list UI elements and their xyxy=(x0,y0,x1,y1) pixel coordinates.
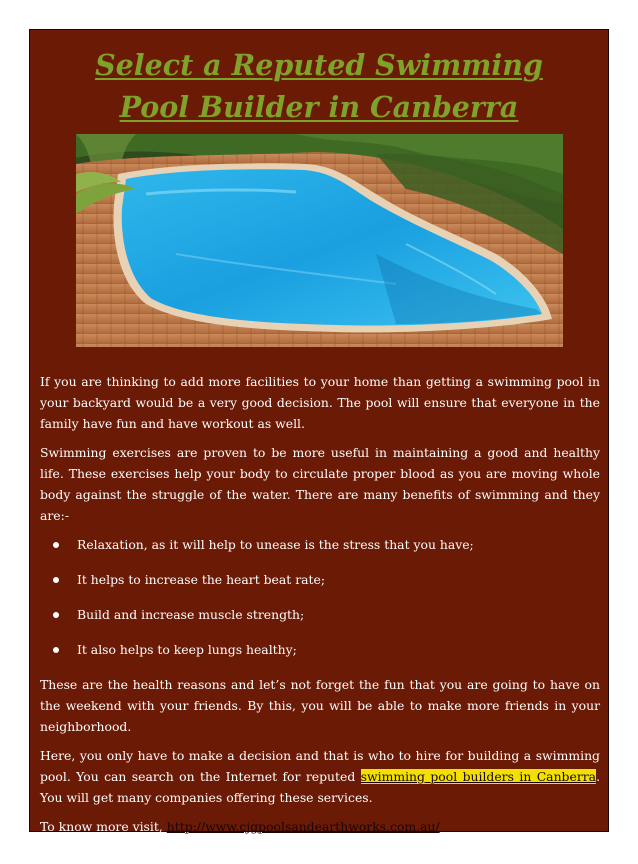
list-item: Build and increase muscle strength; xyxy=(40,604,600,625)
paragraph-intro: If you are thinking to add more facilities to your home than getting a swimming pool in your backyard would be a very good decision. The pool will ensure that everyone in the family have fun and have workout as well. xyxy=(40,374,600,431)
bullet-icon xyxy=(53,612,59,618)
paragraph-visit: To know more visit, http://www.cjgpoolsandearthworks.com.au/ xyxy=(40,819,440,834)
pool-photo xyxy=(76,134,563,347)
bullet-icon xyxy=(53,542,59,548)
paragraph-benefits-intro: Swimming exercises are proven to be more useful in maintaining a good and healthy life. These exercises help your body to circulate proper blood as you are moving whole body against the struggle of the water. There are many benefits of swimming and they are:- xyxy=(40,445,600,523)
website-link[interactable]: http://www.cjgpoolsandearthworks.com.au/ xyxy=(166,819,440,834)
paragraph-fun: These are the health reasons and let’s not forget the fun that you are going to have on the weekend with your friends. By this, you will be able to make more friends in your neighborhood. xyxy=(40,677,600,734)
list-item: It helps to increase the heart beat rate; xyxy=(40,569,600,590)
article-body xyxy=(40,371,600,845)
list-item: It also helps to keep lungs healthy; xyxy=(40,639,600,660)
document-page xyxy=(29,29,609,832)
benefits-list xyxy=(40,534,600,660)
paragraph-decision: Here, you only have to make a decision and that is who to hire for building a swimming pool. You can search on the Internet for reputed swimming pool builders in Canberra. You will get many companies offering these services. xyxy=(40,748,601,805)
hero-image xyxy=(76,134,563,347)
list-item: Relaxation, as it will help to unease is the stress that you have; xyxy=(40,534,600,555)
bullet-icon xyxy=(53,577,59,583)
builders-link[interactable]: swimming pool builders in Canberra xyxy=(360,769,597,784)
bullet-icon xyxy=(53,647,59,653)
page-title: Select a Reputed Swimming Pool Builder in Canberra xyxy=(95,48,543,124)
